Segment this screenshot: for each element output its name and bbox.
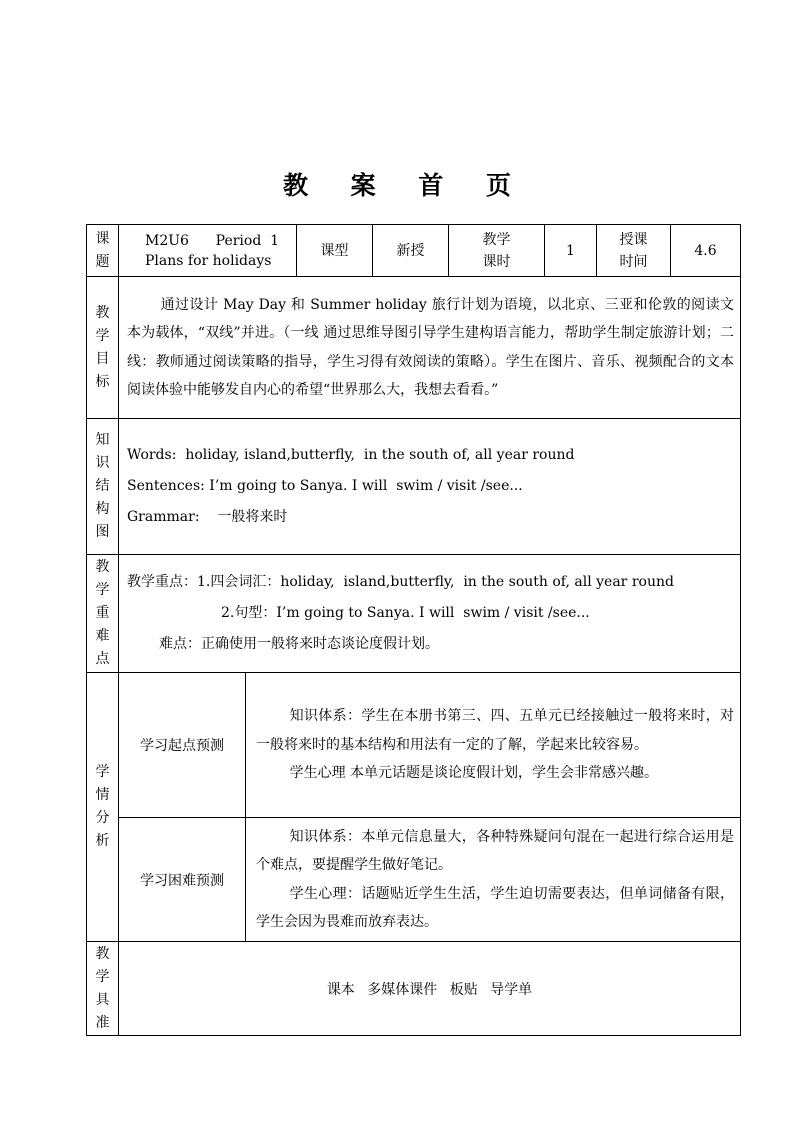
type-label: 课型 — [297, 225, 373, 277]
objectives-label: 教 学 目 标 — [87, 277, 119, 419]
analysis-label: 学 情 分 析 — [87, 673, 119, 942]
difficulty-content — [246, 818, 741, 942]
knowledge-row — [87, 419, 741, 555]
keypoints-content — [119, 555, 741, 673]
knowledge-sentences: Sentences: I’m going to Sanya. I will swim / visit /see... — [127, 478, 523, 494]
header-row — [87, 225, 741, 277]
difficulty-label: 学习困难预测 — [119, 818, 246, 942]
knowledge-label: 知 识 结 构 图 — [87, 419, 119, 555]
tool-board-stickers: 板贴 — [449, 981, 478, 998]
tool-textbook: 课本 — [326, 981, 355, 998]
tools-content — [119, 942, 741, 1036]
course-code: M2U6 Period 1 — [145, 232, 280, 249]
tool-multimedia: 多媒体课件 — [367, 981, 438, 998]
tools-row — [87, 942, 741, 1036]
knowledge-content — [119, 419, 741, 555]
tools-label: 教 学 具 准 — [87, 942, 119, 1036]
objectives-text-cell — [119, 277, 741, 419]
tool-study-guide: 导学单 — [490, 981, 533, 998]
difficulty-knowledge: 知识体系：本单元信息量大，各种特殊疑问句混在一起进行综合运用是个难点，要提醒学生做好笔记。 — [256, 828, 734, 873]
type-value: 新授 — [373, 225, 449, 277]
analysis-difficulty-row — [87, 818, 741, 942]
starting-point-content — [246, 673, 741, 818]
starting-point-knowledge: 知识体系：学生在本册书第三、四、五单元已经接触过一般将来时，对一般将来时的基本结构和用法有一定的了解，学起来比较容易。 — [256, 708, 734, 753]
knowledge-grammar: Grammar: 一般将来时 — [127, 509, 288, 525]
time-value: 4.6 — [671, 225, 741, 277]
analysis-starting-row — [87, 673, 741, 818]
keypoints-row — [87, 555, 741, 673]
topic-label: 课 题 — [87, 225, 119, 277]
difficulty-psychology: 学生心理：话题贴近学生生活，学生迫切需要表达，但单词储备有限，学生会因为畏难而放弃表达。 — [256, 885, 734, 930]
starting-point-psychology: 学生心理 本单元话题是谈论度假计划，学生会非常感兴趣。 — [289, 765, 659, 782]
objectives-text: 通过设计 May Day 和 Summer holiday 旅行计划为语境，以北京、三亚和伦敦的阅读文本为载体，“双线”并进。（一线 通过思维导图引导学生建构语言能力，帮助学生制定旅游计划；二线：教师通过阅读策略的指导，学生习得有效阅读的策略）。学生在图片、音乐、视频配合的文本阅读体验中能够发自内心的希望“世界那么大，我想去看看。” — [127, 296, 734, 398]
objectives-row — [87, 277, 741, 419]
hours-value: 1 — [545, 225, 597, 277]
starting-point-label: 学习起点预测 — [119, 673, 246, 818]
keypoints-label: 教 学 重 难 点 — [87, 555, 119, 673]
hours-label: 教学 课时 — [449, 225, 545, 277]
time-label: 授课 时间 — [597, 225, 671, 277]
page-title: 教 案 首 页 — [282, 171, 529, 200]
keypoints-line2: 2.句型：I’m going to Sanya. I will swim / visit /see... — [221, 605, 590, 621]
keypoints-line3: 难点：正确使用一般将来时态谈论度假计划。 — [159, 636, 439, 652]
course-title-cell — [119, 225, 297, 277]
knowledge-words: Words: holiday, island,butterfly, in the south of, all year round — [127, 447, 575, 463]
lesson-plan-table — [86, 224, 741, 1036]
course-name: Plans for holidays — [145, 252, 272, 269]
keypoints-line1: 教学重点：1.四会词汇：holiday, island,butterfly, in the south of, all year round — [127, 574, 674, 590]
